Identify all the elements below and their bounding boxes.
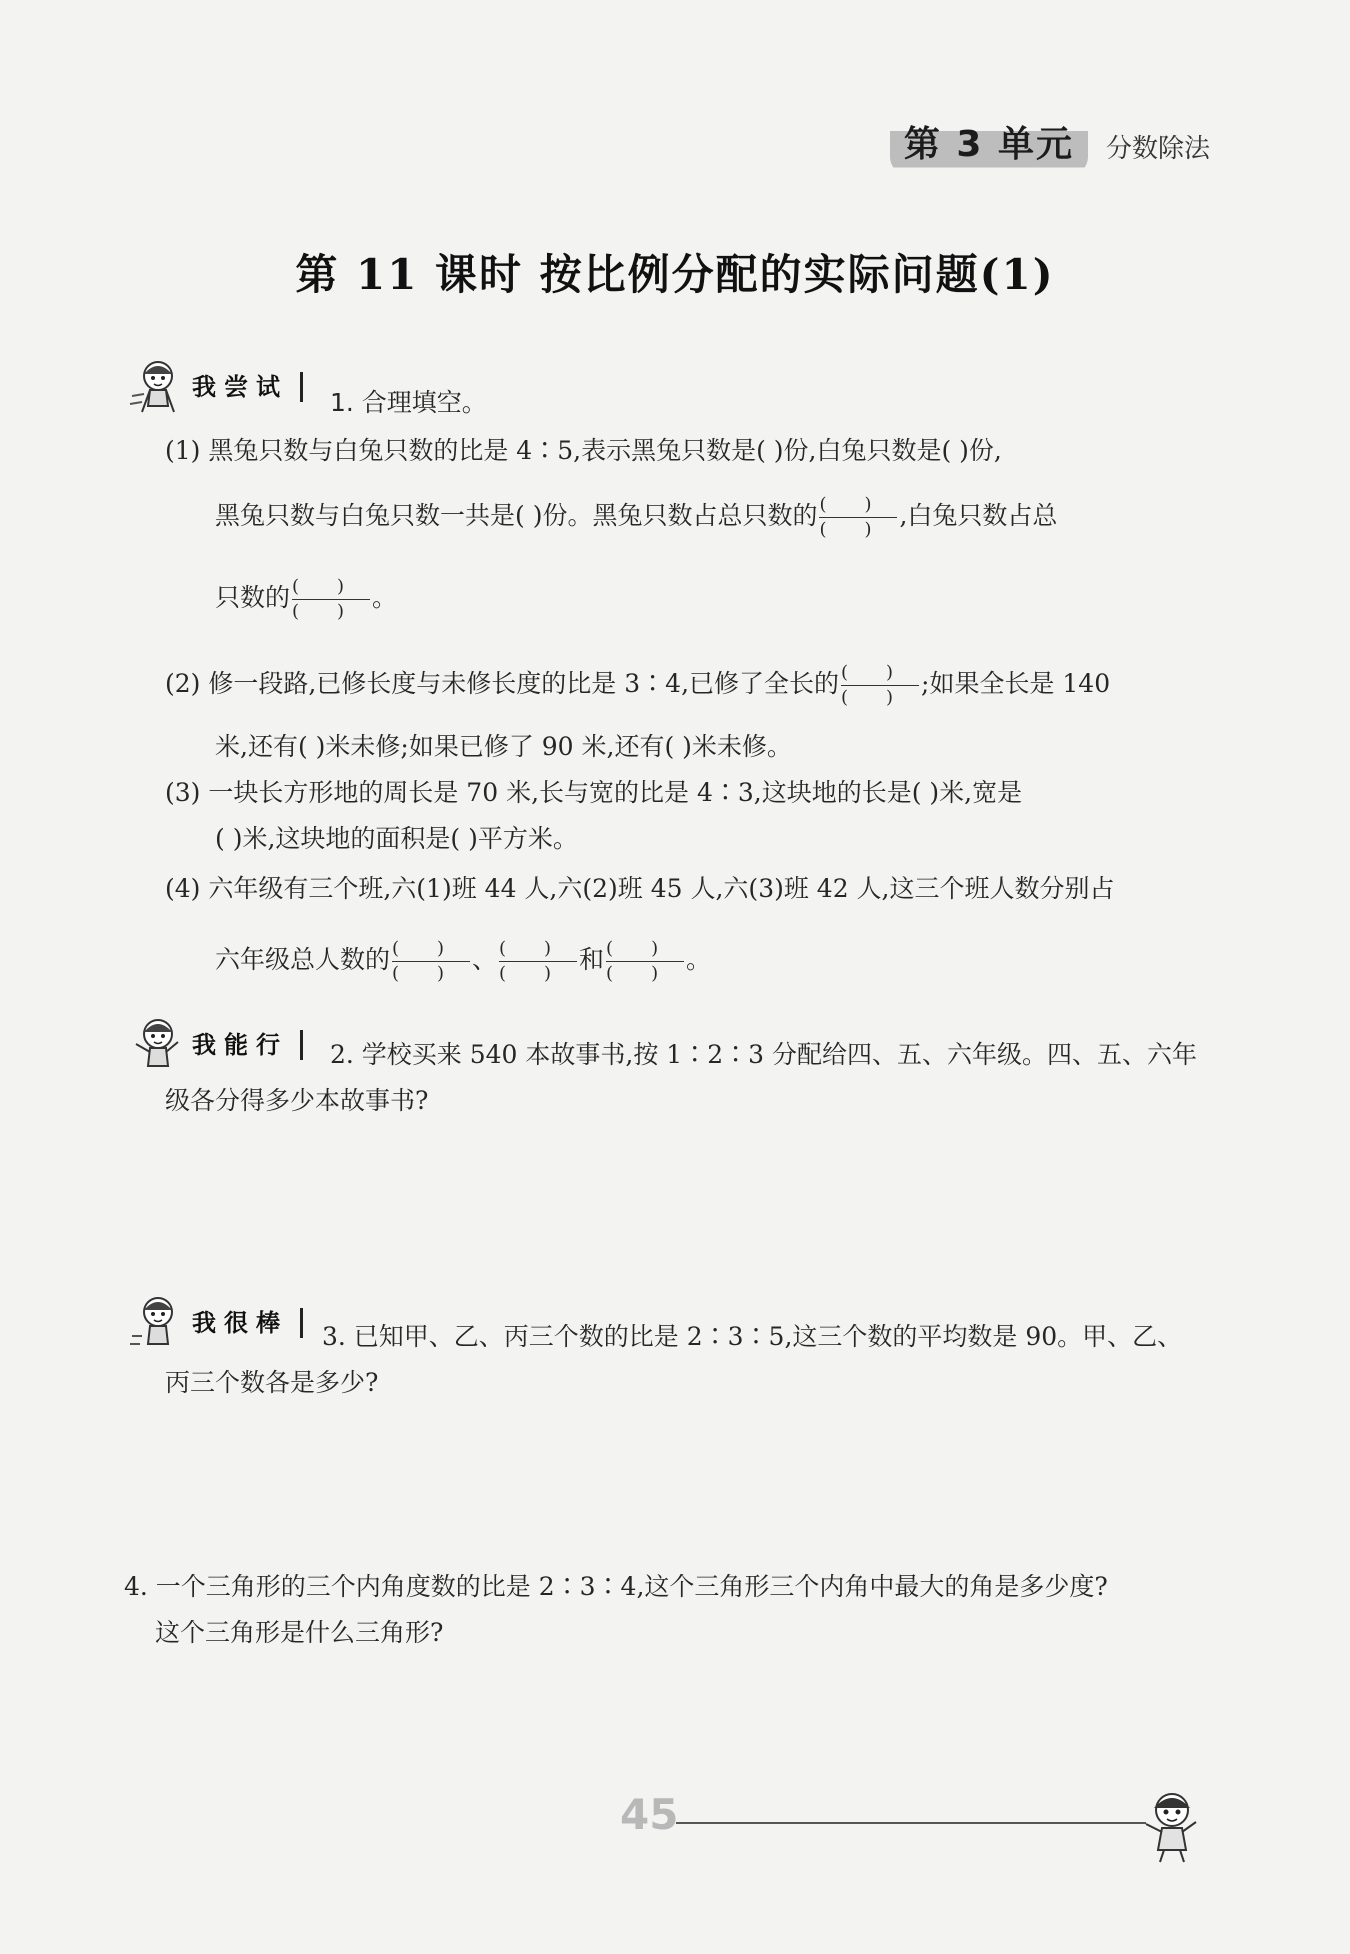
- question-1-title: 1. 合理填空。: [330, 388, 487, 417]
- fraction-blank[interactable]: $\frac{()}{()}$: [819, 494, 910, 540]
- q1-part2-line1-tail: ;如果全长是 140: [921, 669, 1111, 698]
- sentence-end: 。: [686, 945, 712, 974]
- fraction-blank[interactable]: $\frac{()}{()}$: [499, 938, 590, 984]
- q1-part1-line2-text: 黑兔只数与白兔只数一共是( )份。黑兔只数占总只数的: [215, 501, 818, 530]
- mascot-icon: [1140, 1788, 1210, 1864]
- q1-part4-line2: [215, 940, 711, 983]
- section-badge-great: [128, 1292, 303, 1354]
- question-2-line2: 级各分得多少本故事书?: [165, 1086, 429, 1115]
- q1-part3-line1: (3) 一块长方形地的周长是 70 米,长与宽的比是 4∶3,这块地的长是( )米,宽是: [165, 778, 1023, 807]
- q1-part2-line2: 米,还有( )米未修;如果已修了 90 米,还有( )米未修。: [215, 732, 792, 761]
- question-4-line1: 4. 一个三角形的三个内角度数的比是 2∶3∶4,这个三角形三个内角中最大的角是多少度?: [124, 1572, 1108, 1601]
- q1-part1-line3-text: 只数的: [215, 583, 291, 612]
- page-number: 45: [620, 1790, 679, 1839]
- q1-part1-line3: [215, 578, 397, 621]
- fraction-blank[interactable]: $\frac{()}{()}$: [292, 576, 383, 622]
- lesson-title: 第 11 课时 按比例分配的实际问题(1): [295, 250, 1055, 299]
- section-badge-can: [128, 1014, 303, 1076]
- question-3-line2: 丙三个数各是多少?: [165, 1368, 379, 1397]
- separator: 和: [579, 945, 605, 974]
- q1-part2-line1-text: (2) 修一段路,已修长度与未修长度的比是 3∶4,已修了全长的: [165, 669, 840, 698]
- q1-part1-line2: [215, 496, 1057, 539]
- q1-part4-line2-text: 六年级总人数的: [215, 945, 391, 974]
- q1-part4-line1: (4) 六年级有三个班,六(1)班 44 人,六(2)班 45 人,六(3)班 42 人,这三个班人数分别占: [165, 874, 1115, 903]
- mascot-icon: [128, 1292, 188, 1354]
- question-4-line2: 这个三角形是什么三角形?: [155, 1618, 444, 1647]
- mascot-icon: [128, 1014, 188, 1076]
- separator: 、: [472, 945, 498, 974]
- fraction-blank[interactable]: $\frac{()}{()}$: [841, 662, 932, 708]
- q1-part3-line2: ( )米,这块地的面积是( )平方米。: [215, 824, 578, 853]
- fraction-blank[interactable]: $\frac{()}{()}$: [606, 938, 697, 984]
- question-2-line1: 2. 学校买来 540 本故事书,按 1∶2∶3 分配给四、五、六年级。四、五、六年: [330, 1040, 1197, 1069]
- unit-label: 第 3 单元: [890, 112, 1088, 175]
- footer-divider: [676, 1822, 1146, 1824]
- q1-part1-line3-tail: 。: [372, 583, 398, 612]
- q1-part1-line1: (1) 黑兔只数与白兔只数的比是 4∶5,表示黑兔只数是( )份,白兔只数是( )份,: [165, 436, 1002, 465]
- question-3-line1: 3. 已知甲、乙、丙三个数的比是 2∶3∶5,这三个数的平均数是 90。甲、乙、: [322, 1322, 1183, 1351]
- unit-subtitle: 分数除法: [1105, 134, 1210, 164]
- fraction-blank[interactable]: $\frac{()}{()}$: [392, 938, 483, 984]
- q1-part1-line2-tail: ,白兔只数占总: [899, 501, 1058, 530]
- badge-label: 我很棒: [192, 1308, 303, 1338]
- mascot-icon: [128, 356, 188, 418]
- section-badge-try: [128, 356, 303, 418]
- unit-header: [890, 112, 1210, 175]
- badge-label: 我能行: [192, 1030, 303, 1060]
- q1-part2-line1: [165, 664, 1110, 707]
- badge-label: 我尝试: [192, 372, 303, 402]
